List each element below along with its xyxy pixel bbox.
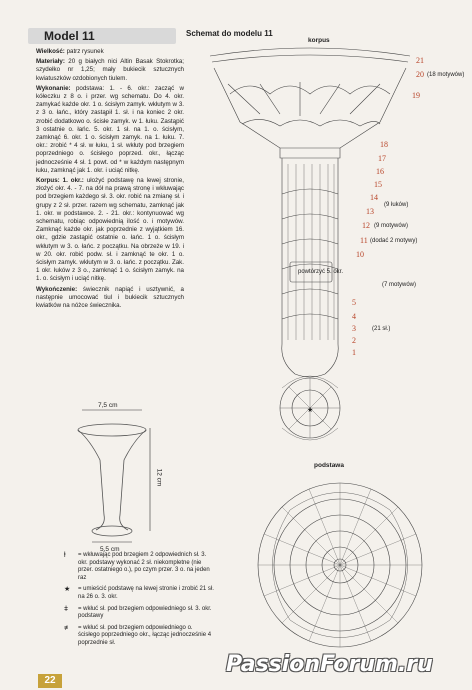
annotation-repeat: powtórzyć 5. okr. — [298, 269, 344, 275]
podstawa-label: podstawa — [314, 462, 344, 469]
legend-item — [64, 586, 214, 601]
cup-outline — [214, 68, 406, 148]
model-title: Model 11 — [44, 29, 95, 43]
dim-height: 12 cm — [155, 468, 163, 487]
model-header — [28, 28, 176, 44]
dim-top: 7,5 cm — [98, 402, 118, 409]
legend-symbol: ★ — [64, 586, 71, 594]
row-number-3: 3 — [352, 324, 356, 333]
row-number-16: 16 — [376, 167, 384, 176]
work-text-1: podstawa: 1. - 6. okr.: zacząć w kółeczku z 8 o. i przer. wg schematu. Do 4. okr. zamykać każde okr. 1 o. ścisłym zamyk. wkłutym w 3. z 3 o. łańc., który zastąpił 1. sł. i na koniec 2 okr. zrobić dodatkowo o. ścisłe zamyk. w 1. łuku. Zastąpić 3 ostatnie o. łańc. 5. okr. 1 sł. na 1. o. ścisłym, zamknąć 6. okr. 1 o. ścisłym zamyk. na 1. łuku. — [36, 84, 184, 142]
podstawa-chart — [250, 470, 430, 650]
vase-outline — [78, 430, 146, 530]
row-number-12: 12 — [362, 221, 370, 230]
materials-label: Materiały: — [36, 58, 65, 66]
legend-text: = wkłuwając pod brzegiem 2 odpowiednich sł. 3. okr. podstawy wykonać 2 sł. niekompletne (nie przer. ostatniego o.), po czym przer. 3 o. na jeden raz — [78, 552, 210, 581]
row-number-20: 20 — [416, 70, 424, 79]
stem-bottom — [282, 344, 338, 377]
body-paragraph — [36, 177, 184, 284]
legend-item — [64, 606, 214, 621]
work-label: Wykonanie: — [36, 84, 71, 92]
base-spokes — [258, 483, 422, 647]
size-label: Wielkość: — [36, 48, 65, 55]
legend-symbol: ≢ — [64, 624, 71, 632]
annotation-row-14: (9 łuków) — [384, 202, 409, 208]
row-number-18: 18 — [380, 140, 388, 149]
korpus-chart — [200, 44, 420, 464]
row-number-5: 5 — [352, 298, 356, 307]
size-text: patrz rysunek — [66, 48, 104, 55]
instructions-column — [36, 48, 184, 312]
row-number-10: 10 — [356, 250, 364, 259]
finishing-label: Wykończenie: — [36, 285, 78, 293]
candleholder-sketch — [60, 400, 190, 548]
page-number: 22 — [38, 674, 62, 688]
body-label: Korpus: 1. okr.: — [36, 177, 84, 185]
legend-item — [64, 625, 214, 648]
row-number-21: 21 — [416, 56, 424, 65]
finishing-paragraph — [36, 286, 184, 311]
legend-item — [64, 552, 214, 582]
vase-base — [92, 526, 132, 536]
start-star-icon: ★ — [307, 407, 314, 414]
materials-paragraph — [36, 58, 184, 83]
watermark-main: PassionForum — [226, 652, 398, 677]
cup-stitches — [228, 82, 380, 116]
legend-text: = umieścić podstawę na lewej stronie i zrobić 21 sł. na 26 o. 3. okr. — [78, 586, 214, 600]
stem-outline — [282, 158, 338, 344]
annotation-21-sl: (21 sł.) — [372, 326, 391, 332]
row-number-2: 2 — [352, 336, 356, 345]
annotation-row-11: (dodać 2 motywy) — [370, 238, 418, 244]
schema-title: Schemat do modelu 11 — [186, 29, 273, 38]
work-text-2: 7. okr.: zrobić * 4 sł. w łuku, 1 sł. wkłuty pod brzegiem poprzedniego o. ścisłego poprzed. okr., łącząc jednocześnie 4 sł. 1 powt. od * w każdym następnym łuku, zamknąć jak 1. okr. i uciąć nitkę. — [36, 134, 184, 174]
body-text-1: ułożyć podstawę na lewej stronie, złożyć okr. 4. - 7. na dół na prawą stronę i wkłuwając pod brzegiem każdego sł. 3. okr. robić na zmianę sł. i grupy z 2 sł. przer. razem wg schematu, zamknąć jak 1. okr. w podstawce. — [36, 177, 184, 217]
legend-text: = wkłuć sł. pod brzegiem odpowiedniego sł. 3. okr. podstawy — [78, 605, 212, 620]
row-number-4: 4 — [352, 312, 356, 321]
legend-text: = wkłuć sł. pod brzegiem odpowiedniego o. ścisłego poprzedniego okr., łącząc jednocześnie 4 poprzednie sł. — [78, 624, 212, 646]
symbol-legend — [64, 552, 214, 652]
row-arc — [212, 55, 408, 62]
row-number-17: 17 — [378, 154, 386, 163]
size-paragraph — [36, 48, 184, 56]
legend-symbol: ǂ — [64, 605, 69, 613]
vase-rim — [78, 424, 146, 436]
row-number-11: 11 — [360, 236, 368, 245]
annotation-row-20: (18 motywów) — [427, 72, 465, 78]
body-text-2: 2. - 21. okr.: kontynuować wg schematu, robiąc odpowiednią ilość o. i motywów. Zamknąć każde okr. jak poprzednie z wyjątkiem 16. okr., gdzie zastąpić ostatnie o. łańc. 1 o. ścisłym wkłutym w 3. o. łańc. z początku. Na obrzeże w 19. i w 20. okr. robić podw. sł. i zamknąć te okr. 1 o. ścisłym zamyk. wkłutym w 3. o. łańc. z początku. Zak. 1 okr. łuków z 3 o., zamknąć 1 o. ścisłym zamyk. na 1. o. ścisłym i uciąć nitkę. — [36, 209, 184, 283]
row-number-15: 15 — [374, 180, 382, 189]
work-paragraph — [36, 85, 184, 175]
korpus-label: korpus — [308, 37, 330, 44]
annotation-row-12: (9 motywów) — [374, 223, 409, 229]
row-number-13: 13 — [366, 207, 374, 216]
finishing-text: świecznik napiąć i usztywnić, a następnie umocować tiul i bukiecik sztucznych kwiatków na nóżce świecznika. — [36, 285, 184, 310]
row-number-19: 19 — [412, 91, 420, 100]
row-number-1: 1 — [352, 348, 356, 357]
cup-motifs — [230, 86, 390, 94]
cup-motifs — [242, 119, 380, 126]
materials-text: 20 g białych nici Altin Basak Stokrotka; szydełko nr 1,25; mały bukiecik sztucznych kwiatuszków ozdobionych tiulem. — [36, 58, 184, 82]
annotation-motifs: (7 motywów) — [382, 282, 417, 288]
stem-rows — [282, 189, 338, 319]
neck-top — [280, 148, 340, 158]
legend-symbol: ⱡ — [64, 552, 66, 559]
watermark — [226, 652, 433, 677]
dim-bottom: 5,5 cm — [100, 546, 120, 553]
row-number-14: 14 — [370, 193, 378, 202]
watermark-suffix: .ru — [397, 652, 433, 677]
